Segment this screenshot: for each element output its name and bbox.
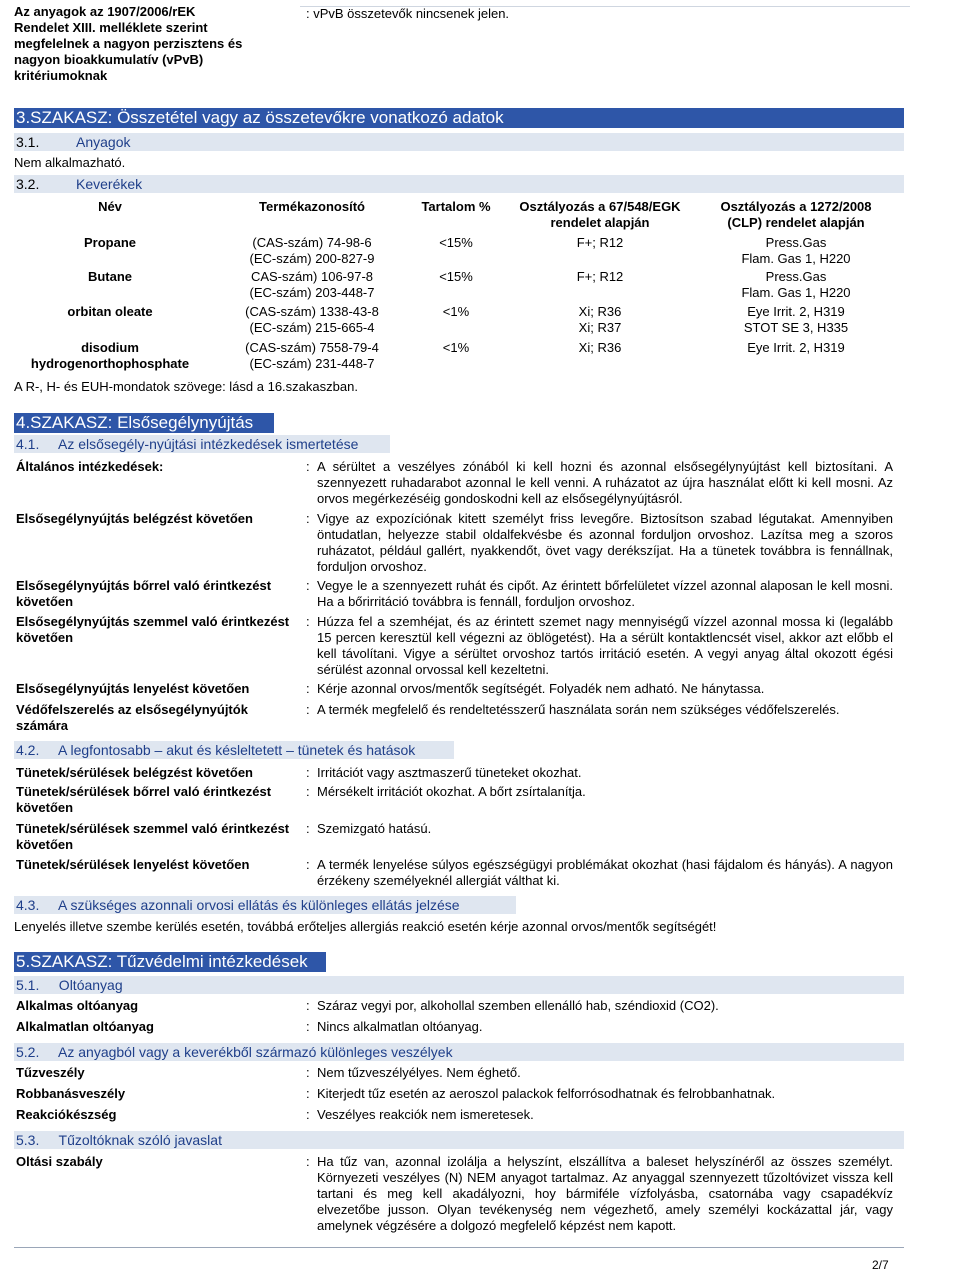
row-id2: (EC-szám) 231-448-7 [249,356,375,371]
item-label: Reakciókészség [16,1107,117,1122]
item-label: Elsősegélynyújtás lenyelést követően [16,681,250,696]
page-number: 2/7 [872,1258,889,1272]
item-text: Veszélyes reakciók nem ismeretesek. [317,1107,534,1122]
col-header-eec: Osztályozás a 67/548/EGK rendelet alapján [519,199,681,230]
colon: : [306,681,310,696]
colon: : [306,857,310,872]
subsection-4-1 [14,435,390,453]
colon: : [306,1086,310,1101]
item-label: Robbanásveszély [16,1086,126,1101]
colon: : [306,821,310,836]
subsection-3-2-num: 3.2. [16,176,40,192]
col-header-id: Termékazonosító [259,199,365,214]
item-text: Mérsékelt irritációt okozhat. A bőrt zsírtalanítja. [317,784,586,799]
medical-attention-text: Lenyelés illetve szembe kerülés esetén, továbbá erőteljes allergiás reakció esetén kérje azonnal orvos/mentők segítségét! [14,919,717,934]
section-4-header [14,413,274,433]
row-name: Butane [87,269,133,284]
colon: : [306,998,310,1013]
subsection-4-3 [14,896,516,914]
row-eec1: F+; R12 [576,269,624,284]
row-clp2: Flam. Gas 1, H220 [741,285,851,300]
row-eec1: Xi; R36 [578,340,622,355]
item-label: Alkalmas oltóanyag [16,998,139,1013]
row-id1: (CAS-szám) 7558-79-4 [245,340,379,355]
colon: : [306,511,310,526]
row-id1: (CAS-szám) 1338-43-8 [245,304,379,319]
row-id2: (EC-szám) 215-665-4 [249,320,375,335]
top-divider [300,6,910,7]
subsection-5-1 [14,976,904,994]
item-label: Oltási szabály [16,1154,103,1169]
row-content: <15% [439,235,473,250]
section-5-title: 5.SZAKASZ: Tűzvédelmi intézkedések [16,952,308,971]
item-label: Elsősegélynyújtás bőrrel való érintkezést követően [16,578,272,609]
row-clp1: Press.Gas [765,269,827,284]
row-id1: CAS-szám) 106-97-8 [250,269,374,284]
item-text: Száraz vegyi por, alkohollal szemben ellenálló hab, széndioxid (CO2). [317,998,719,1013]
item-text: Irritációt vagy asztmaszerű tüneteket okozhat. [317,765,582,780]
row-eec2: Xi; R37 [578,320,622,335]
footer-line [14,1247,904,1248]
item-text: Nem tűzveszélyélyes. Nem éghető. [317,1065,521,1080]
subsection-5-2 [14,1043,904,1061]
subsection-3-2 [14,175,904,193]
not-applicable-text: Nem alkalmazható. [14,155,126,170]
colon: : [306,578,310,593]
row-clp2: Flam. Gas 1, H220 [741,251,851,266]
subsection-5-3-title: 5.3. Tűzoltóknak szóló javaslat [16,1132,222,1148]
row-id2: (EC-szám) 200-827-9 [249,251,375,266]
item-text: Kérje azonnal orvos/mentők segítségét. Folyadék nem adható. Ne hánytassa. [317,681,765,696]
item-label: Védőfelszerelés az elsősegélynyújtók számára [16,702,248,733]
subsection-4-2-title: 4.2. A legfontosabb – akut és késleltetett – tünetek és hatások [16,742,416,758]
colon: : [306,1154,310,1169]
colon: : [306,765,310,780]
colon: : [306,1065,310,1080]
subsection-4-2 [14,741,454,759]
item-text: A sérültet a veszélyes zónából ki kell hozni és azonnal elsősegélynyújtást kell biztosítani. A szennyezett ruhadarabot azonnal le kell venni. A ruházatot az újra használat előtt ki kell mosni. Az orvos megérkezéséig gondoskodni kell az elsősegélynyújtásról. [317,459,893,506]
row-id1: (CAS-szám) 74-98-6 [252,235,372,250]
col-header-clp: Osztályozás a 1272/2008 (CLP) rendelet alapján [720,199,872,230]
section-4-title: 4.SZAKASZ: Elsősegélynyújtás [16,413,254,432]
pbt-value: : vPvB összetevők nincsenek jelen. [306,6,510,21]
subsection-3-2-title: Keverékek [76,176,143,192]
subsection-4-3-title: 4.3. A szükséges azonnali orvosi ellátás és különleges ellátás jelzése [16,897,460,913]
subsection-4-1-title: 4.1. Az elsősegély-nyújtási intézkedések ismertetése [16,436,359,452]
subsection-5-1-title: 5.1. Oltóanyag [16,977,123,993]
section-3-header [14,108,904,128]
item-text: Húzza fel a szemhéjat, és az érintett szemet nagy mennyiségű vízzel azonnal mossa ki (legalább 15 percen keresztül kell végezni az öblögetést). Ha a sérült kontaktlencsét visel, akkor azt előbb el kell távolítani. Vigye a sérültet orvoshoz tartós irritáció esetén. A vegyi anyag által okozott égési sérülést azonnal orvossal kell kezeltetni. [317,614,893,677]
item-label: Alkalmatlan oltóanyag [16,1019,154,1034]
item-text: Vegye le a szennyezett ruhát és cipőt. Az érintett bőrfelületet vízzel azonnal alaposan le kell mosni. Ha a bőrirritáció továbbra is fennáll, forduljon orvoshoz. [317,578,893,609]
colon: : [306,1107,310,1122]
subsection-5-3 [14,1131,904,1149]
row-content: <15% [439,269,473,284]
item-label: Tűzveszély [16,1065,85,1080]
row-name: disodium hydrogenorthophosphate [30,340,190,371]
section-5-header [14,952,326,972]
item-text: A termék megfelelő és rendeltetésszerű használata során nem szükséges védőfelszerelés. [317,702,840,717]
row-clp1: Eye Irrit. 2, H319 [747,340,845,355]
item-label: Tünetek/sérülések bőrrel való érintkezést követően [16,784,272,815]
row-clp1: Eye Irrit. 2, H319 [747,304,845,319]
item-label: Általános intézkedések: [16,459,164,474]
item-label: Tünetek/sérülések szemmel való érintkezést követően [16,821,290,852]
row-eec1: Xi; R36 [578,304,622,319]
item-label: Tünetek/sérülések belégzést követően [16,765,253,780]
item-text: Kiterjedt tűz esetén az aeroszol palackok felforrósodhatnak és felrobbanhatnak. [317,1086,776,1101]
item-label: Elsősegélynyújtás szemmel való érintkezést követően [16,614,290,645]
phrases-note: A R-, H- és EUH-mondatok szövege: lásd a 16.szakaszban. [14,379,358,394]
item-text: Szemizgató hatású. [317,821,432,836]
col-header-content: Tartalom % [421,199,491,214]
colon: : [306,614,310,629]
section-3-title: 3.SZAKASZ: Összetétel vagy az összetevőkre vonatkozó adatok [16,108,504,127]
item-label: Tünetek/sérülések lenyelést követően [16,857,250,872]
item-text: Vigye az expozíciónak kitett személyt friss levegőre. Biztosítson szabad légutakat. Amennyiben öntudatlan, helyezze stabil oldalfekvésbe és azonnal forduljon orvoshoz. Lazítsa meg a szoros ruházatot, például gallért, nyakkendőt, övet vagy derékszíjat. Ha a tünetek továbbra is fennállnak, forduljon orvoshoz. [317,511,893,574]
colon: : [306,459,310,474]
colon: : [306,702,310,717]
subsection-3-1-title: Anyagok [76,134,131,150]
subsection-5-2-title: 5.2. Az anyagból vagy a keverékből származó különleges veszélyek [16,1044,453,1060]
row-id2: (EC-szám) 203-448-7 [249,285,375,300]
item-label: Elsősegélynyújtás belégzést követően [16,511,253,526]
subsection-3-1 [14,133,904,151]
colon: : [306,784,310,799]
subsection-3-1-num: 3.1. [16,134,40,150]
row-name: orbitan oleate [67,304,153,319]
row-eec1: F+; R12 [576,235,624,250]
row-clp1: Press.Gas [765,235,827,250]
row-content: <1% [442,304,470,319]
row-name: Propane [83,235,136,250]
item-text: A termék lenyelése súlyos egészségügyi problémákat okozhat (hasi fájdalom és hányás). A nagyon érzékeny személyeknél allergiát válthat ki. [317,857,893,888]
col-header-name: Név [98,199,122,214]
row-clp2: STOT SE 3, H335 [743,320,849,335]
pbt-label: Az anyagok az 1907/2006/rEK Rendelet XIII. melléklete szerint megfelelnek a nagyon perzisztens és nagyon bioakkumulatív (vPvB) kritériumoknak [14,4,243,83]
item-text: Nincs alkalmatlan oltóanyag. [317,1019,483,1034]
colon: : [306,1019,310,1034]
row-content: <1% [442,340,470,355]
item-text: Ha tűz van, azonnal izolálja a helyszínt, elszállítva a baleset helyszínéről az összes személyt. Környezeti veszélyes (N) NEM anyagot tartalmaz. Az anyaggal szennyezett tűzoltóvizet vissza kell tartani és meg kell akadályozni, hoy bármiféle vízfolyásba, csatornába vagy csapadékvíz elvezetőbe jusson. Olyan tevékenység nem végezhető, amely személyi kockázattal jár, vagy amelynek végzésére a dolgozó megfelelő képzést nem kapott. [317,1154,893,1233]
